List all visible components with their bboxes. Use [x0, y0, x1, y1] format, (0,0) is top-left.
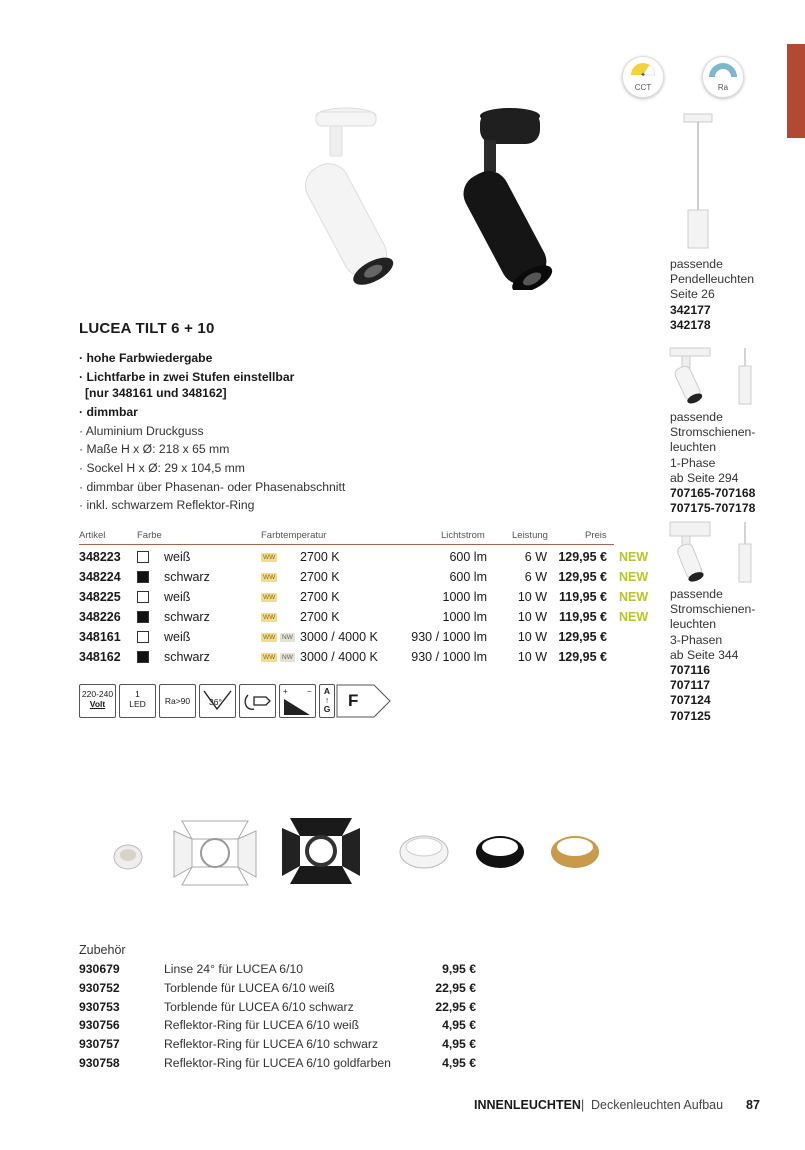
table-row	[79, 548, 659, 568]
price: 119,95 €	[559, 610, 607, 624]
color-temperature: 2700 K	[300, 550, 340, 564]
article-number: 348223	[79, 550, 121, 564]
svg-text:−: −	[307, 687, 312, 696]
color-swatch	[137, 611, 149, 623]
power: 10 W	[517, 650, 547, 664]
accessory-price: 9,95 €	[442, 962, 476, 976]
feature-item: · Lichtfarbe in zwei Stufen einstellbar	[79, 369, 295, 384]
power: 6 W	[524, 550, 547, 564]
side-article: 707175-707178	[670, 501, 756, 516]
accessory-row	[79, 962, 479, 981]
new-badge: NEW	[619, 570, 649, 584]
color-temperature: 2700 K	[300, 590, 340, 604]
accessory-article: 930752	[79, 980, 120, 995]
side-article: 707117	[670, 678, 710, 693]
footer-category: Deckenleuchten Aufbau	[591, 1098, 724, 1112]
new-badge: NEW	[619, 550, 649, 564]
product-image-white	[296, 100, 406, 290]
power: 6 W	[524, 570, 547, 584]
accessories-title: Zubehör	[79, 943, 126, 957]
side-track-1phase	[670, 410, 755, 516]
article-number: 348224	[79, 570, 121, 584]
color-temp-tag: WW	[263, 574, 276, 581]
price: 129,95 €	[558, 630, 607, 644]
side-line: Stromschienen-	[670, 425, 756, 440]
color-temp-tag: WW	[263, 554, 276, 561]
accessory-name: Torblende für LUCEA 6/10 weiß	[164, 980, 335, 995]
side-track-3phase	[670, 587, 755, 724]
side-line: passende	[670, 587, 723, 601]
color-swatch	[137, 571, 149, 583]
barndoor-black-image	[278, 812, 363, 892]
header-farbtemperatur: Farbtemperatur	[261, 530, 327, 541]
table-row	[79, 608, 659, 628]
color-name: schwarz	[164, 610, 210, 624]
svg-text:+: +	[283, 687, 288, 696]
energy-scale-top: A	[323, 686, 331, 696]
color-temp-tag: NW	[282, 654, 293, 661]
side-line: 1-Phase	[670, 455, 716, 470]
luminous-flux: 600 lm	[449, 570, 487, 584]
side-line: Stromschienen-	[670, 602, 756, 617]
power: 10 W	[517, 610, 547, 624]
color-temperature: 3000 / 4000 K	[300, 630, 378, 644]
energy-scale-icon	[319, 684, 335, 718]
header-lichtstrom: Lichtstrom	[441, 530, 485, 541]
accessory-article: 930679	[79, 962, 120, 976]
side-article: 707125	[670, 708, 711, 723]
ring-white-image	[396, 828, 452, 872]
side-article: 342178	[670, 317, 711, 332]
feature-item: [nur 348161 und 348162]	[85, 386, 227, 401]
accessory-article: 930758	[79, 1056, 120, 1070]
ra-index-icon	[159, 684, 196, 718]
accessory-row	[79, 1056, 479, 1075]
color-temperature: 2700 K	[300, 570, 340, 584]
power: 10 W	[517, 590, 547, 604]
luminous-flux: 930 / 1000 lm	[411, 630, 487, 644]
table-row	[79, 628, 659, 648]
ring-gold-image	[547, 828, 603, 872]
article-number: 348162	[79, 650, 121, 664]
accessory-article: 930757	[79, 1037, 120, 1052]
accessory-price: 22,95 €	[435, 980, 476, 995]
new-badge: NEW	[619, 590, 649, 604]
accessory-article: 930753	[79, 999, 120, 1014]
table-row	[79, 568, 659, 588]
feature-item: · inkl. schwarzem Reflektor-Ring	[79, 498, 255, 513]
feature-item: · dimmbar über Phasenan- oder Phasenabschnitt	[79, 479, 346, 494]
accessory-row	[79, 1000, 479, 1019]
side-article: 707124	[670, 693, 711, 708]
led-label: LED	[129, 699, 146, 709]
side-line: ab Seite 344	[670, 647, 739, 662]
side-line: Seite 26	[670, 287, 715, 302]
color-name: schwarz	[164, 650, 210, 664]
lens-image	[108, 835, 148, 875]
ra-badge	[702, 56, 744, 98]
side-line: passende	[670, 257, 723, 271]
footer-separator: |	[581, 1098, 585, 1112]
side-article: 707165-707168	[670, 486, 756, 501]
led-count: 1	[135, 689, 140, 699]
article-number: 348225	[79, 590, 121, 604]
ring-black-image	[472, 828, 528, 872]
energy-class-label: F	[348, 691, 359, 710]
header-farbe: Farbe	[137, 530, 162, 541]
color-name: weiß	[164, 550, 191, 564]
power: 10 W	[517, 630, 547, 644]
energy-class-arrow-icon	[336, 684, 392, 718]
cct-label: CCT	[634, 83, 652, 92]
tilt-icon	[239, 684, 276, 718]
accessory-price: 4,95 €	[442, 1037, 476, 1052]
price: 119,95 €	[559, 590, 607, 604]
energy-scale-bottom: G	[323, 704, 331, 714]
color-temp-tag: WW	[263, 594, 276, 601]
color-swatch	[137, 651, 149, 663]
luminous-flux: 930 / 1000 lm	[411, 650, 487, 664]
voltage-icon	[79, 684, 116, 718]
cct-badge	[622, 56, 664, 98]
ra-index-label: Ra>90	[164, 696, 191, 706]
table-header	[79, 530, 614, 545]
header-preis: Preis	[585, 530, 607, 541]
accessory-name: Reflektor-Ring für LUCEA 6/10 weiß	[164, 1018, 360, 1033]
accessory-row	[79, 981, 479, 1000]
side-line: passende	[670, 410, 723, 424]
color-temp-tag: WW	[263, 634, 276, 641]
accessory-row	[79, 1037, 479, 1056]
color-temp-tag: NW	[282, 634, 293, 641]
accessory-name: Linse 24° für LUCEA 6/10	[164, 962, 304, 976]
feature-item: · Aluminium Druckguss	[79, 423, 204, 438]
new-badge: NEW	[619, 610, 649, 624]
price: 129,95 €	[558, 570, 607, 584]
color-swatch	[137, 591, 149, 603]
dimmer-glyph	[280, 685, 315, 717]
page-number: 87	[746, 1098, 760, 1112]
track-3phase-image	[668, 520, 763, 585]
color-name: schwarz	[164, 570, 210, 584]
side-line: ab Seite 294	[670, 470, 739, 485]
color-temperature: 3000 / 4000 K	[300, 650, 378, 664]
color-swatch	[137, 551, 149, 563]
side-line: leuchten	[670, 440, 717, 455]
feature-item: · dimmbar	[79, 405, 138, 420]
accessory-price: 4,95 €	[442, 1018, 476, 1033]
product-title: LUCEA TILT 6 + 10	[79, 320, 215, 337]
luminous-flux: 600 lm	[449, 550, 487, 564]
beam-angle-icon	[199, 684, 236, 718]
color-name: weiß	[164, 590, 191, 604]
voltage-unit: Volt	[89, 699, 106, 709]
article-number: 348161	[79, 630, 121, 644]
accessory-name: Reflektor-Ring für LUCEA 6/10 schwarz	[164, 1037, 379, 1052]
price: 129,95 €	[558, 550, 607, 564]
barndoor-white-image	[170, 815, 260, 890]
side-line: Pendelleuchten	[670, 272, 755, 287]
table-row	[79, 588, 659, 608]
table-row	[79, 648, 659, 668]
accessory-price: 22,95 €	[435, 999, 476, 1014]
accessory-name: Reflektor-Ring für LUCEA 6/10 goldfarben	[164, 1056, 391, 1070]
feature-item: · hohe Farbwiedergabe	[79, 351, 213, 365]
feature-item: · Maße H x Ø: 218 x 65 mm	[79, 442, 230, 457]
article-number: 348226	[79, 610, 121, 624]
voltage-range: 220-240	[81, 689, 114, 699]
led-icon	[119, 684, 156, 718]
header-leistung: Leistung	[512, 530, 548, 541]
track-1phase-image	[668, 346, 763, 406]
side-article: 342177	[670, 302, 711, 317]
footer-section: INNENLEUCHTEN	[474, 1098, 581, 1112]
accessory-article: 930756	[79, 1018, 120, 1033]
side-line: 3-Phasen	[670, 632, 723, 647]
color-name: weiß	[164, 630, 191, 644]
color-temperature: 2700 K	[300, 610, 340, 624]
accessory-row	[79, 1018, 479, 1037]
product-image-black	[450, 100, 560, 290]
svg-text:✦: ✦	[640, 72, 646, 79]
pendant-image	[678, 112, 718, 252]
side-article: 707116	[670, 663, 710, 678]
beam-angle-label: 36°	[209, 697, 222, 707]
luminous-flux: 1000 lm	[442, 610, 487, 624]
side-pendant	[670, 257, 754, 333]
accessory-name: Torblende für LUCEA 6/10 schwarz	[164, 999, 354, 1014]
luminous-flux: 1000 lm	[442, 590, 487, 604]
ra-label: Ra	[717, 83, 729, 92]
color-swatch	[137, 631, 149, 643]
price: 129,95 €	[558, 650, 607, 664]
dimmable-icon	[279, 684, 316, 718]
color-temp-tag: WW	[263, 654, 276, 661]
energy-scale-arrow-icon: ↑	[324, 695, 330, 705]
header-artikel: Artikel	[79, 530, 106, 541]
feature-item: · Sockel H x Ø: 29 x 104,5 mm	[79, 460, 245, 475]
feature-list	[79, 349, 345, 515]
chapter-tab	[787, 44, 805, 138]
tilt-glyph	[240, 685, 275, 717]
side-line: leuchten	[670, 617, 717, 632]
color-temp-tag: WW	[263, 614, 276, 621]
accessory-price: 4,95 €	[442, 1056, 476, 1070]
